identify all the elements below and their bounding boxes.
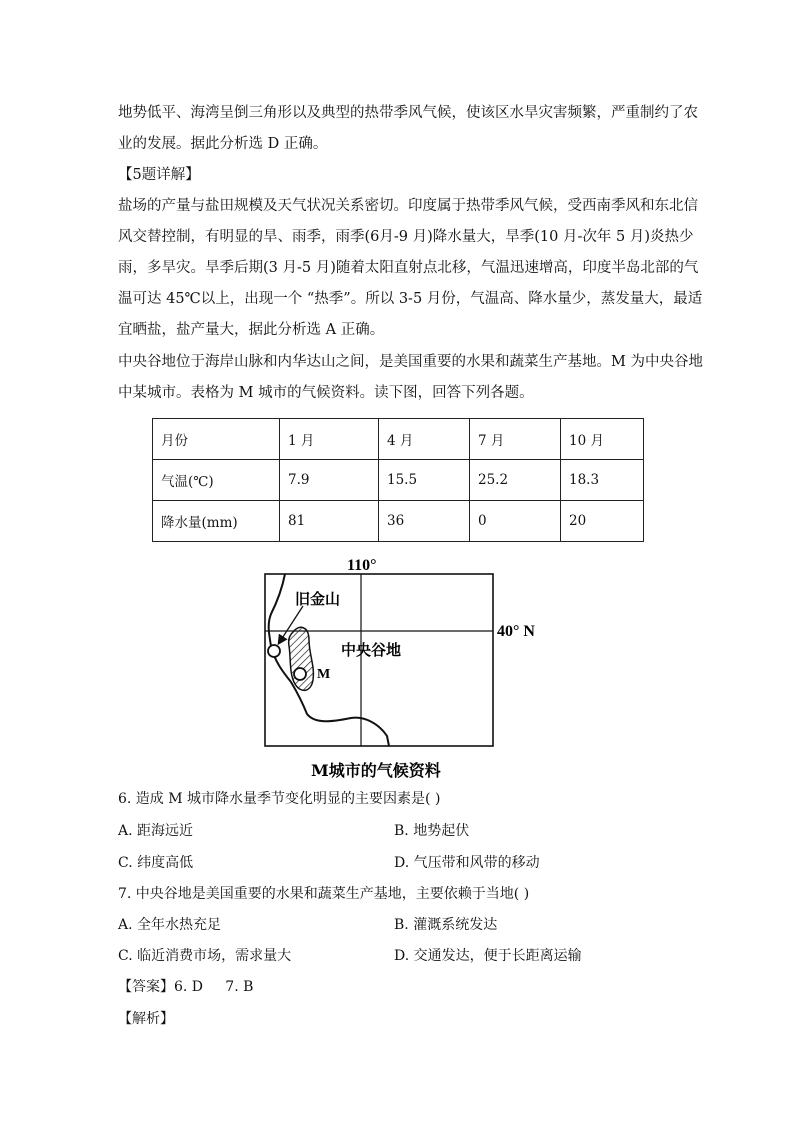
q5-explanation <box>118 160 703 346</box>
table-cell: 10 月 <box>561 419 644 460</box>
table-row <box>153 460 644 501</box>
intro-paragraph <box>118 98 698 160</box>
text-line: 业的发展。据此分析选 D 正确。 <box>118 136 328 152</box>
q6-option-d: D. 气压带和风带的移动 <box>394 855 540 871</box>
m-city-marker <box>294 668 306 680</box>
central-valley-region <box>289 627 314 690</box>
text-line: 温可达 45℃以上，出现一个 “热季”。所以 3-5 月份，气温高、降水量少，蒸发量大，最适 <box>118 291 703 307</box>
table-cell: 月份 <box>153 419 280 460</box>
table-cell: 7.9 <box>280 460 379 501</box>
answer-line <box>118 976 253 996</box>
table-cell: 4 月 <box>379 419 470 460</box>
latitude-label: 40° N <box>497 623 535 640</box>
table-cell: 25.2 <box>470 460 561 501</box>
q7-option-c: C. 临近消费市场，需求量大 <box>118 948 292 964</box>
table-cell: 降水量(mm) <box>153 501 280 542</box>
table-cell: 气温(℃) <box>153 460 280 501</box>
valley-label: 中央谷地 <box>341 641 402 659</box>
text-line: 盐场的产量与盐田规模及天气状况关系密切。印度属于热带季风气候，受西南季风和东北信 <box>118 198 698 214</box>
text-line: 中某城市。表格为 M 城市的气候资料。读下图，回答下列各题。 <box>118 385 534 401</box>
table-row <box>153 501 644 542</box>
text-line: 中央谷地位于海岸山脉和内华达山之间，是美国重要的水果和蔬菜生产基地。M 为中央谷地 <box>118 354 703 370</box>
q7-stem: 7. 中央谷地是美国重要的水果和蔬菜生产基地，主要依赖于当地( ) <box>118 886 530 902</box>
answer-text: 6. D 7. B <box>174 979 254 995</box>
passage <box>118 347 703 409</box>
q7-option-b: B. 灌溉系统发达 <box>394 917 498 933</box>
analysis-label: 【解析】 <box>118 1011 174 1027</box>
q7-option-a: A. 全年水热充足 <box>118 917 222 933</box>
table-cell: 15.5 <box>379 460 470 501</box>
table-cell: 7 月 <box>470 419 561 460</box>
san-francisco-marker <box>268 645 280 657</box>
q7-option-d: D. 交通发达，便于长距离运输 <box>394 948 582 964</box>
table-cell: 0 <box>470 501 561 542</box>
table-row <box>153 419 644 460</box>
table-cell: 20 <box>561 501 644 542</box>
longitude-label: 110° <box>347 557 377 574</box>
q6-option-a: A. 距海远近 <box>118 823 194 839</box>
map-figure <box>255 554 555 784</box>
table-cell: 36 <box>379 501 470 542</box>
text-line: 雨，多旱灾。旱季后期(3 月-5 月)随着太阳直射点北移，气温迅速增高，印度半岛北部的气 <box>118 260 699 276</box>
q6-option-c: C. 纬度高低 <box>118 855 194 871</box>
text-line: 宜晒盐，盐产量大，据此分析选 A 正确。 <box>118 322 385 338</box>
city-label: 旧金山 <box>295 590 341 608</box>
climate-table <box>152 418 644 542</box>
text-line: 地势低平、海湾呈倒三角形以及典型的热带季风气候，使该区水旱灾害频繁，严重制约了农 <box>118 105 698 121</box>
table-cell: 18.3 <box>561 460 644 501</box>
m-label: M <box>317 667 331 682</box>
answer-label: 【答案】 <box>118 979 174 995</box>
q5-heading: 【5题详解】 <box>118 167 200 183</box>
map-caption: M城市的气候资料 <box>311 761 441 780</box>
text-line: 风交替控制，有明显的旱、雨季，雨季(6月-9 月)降水量大，旱季(10 月-次年 5 月)炎热少 <box>118 229 694 245</box>
q6-stem: 6. 造成 M 城市降水量季节变化明显的主要因素是( ) <box>118 791 441 807</box>
q6-option-b: B. 地势起伏 <box>394 823 470 839</box>
table-cell: 1 月 <box>280 419 379 460</box>
table-cell: 81 <box>280 501 379 542</box>
